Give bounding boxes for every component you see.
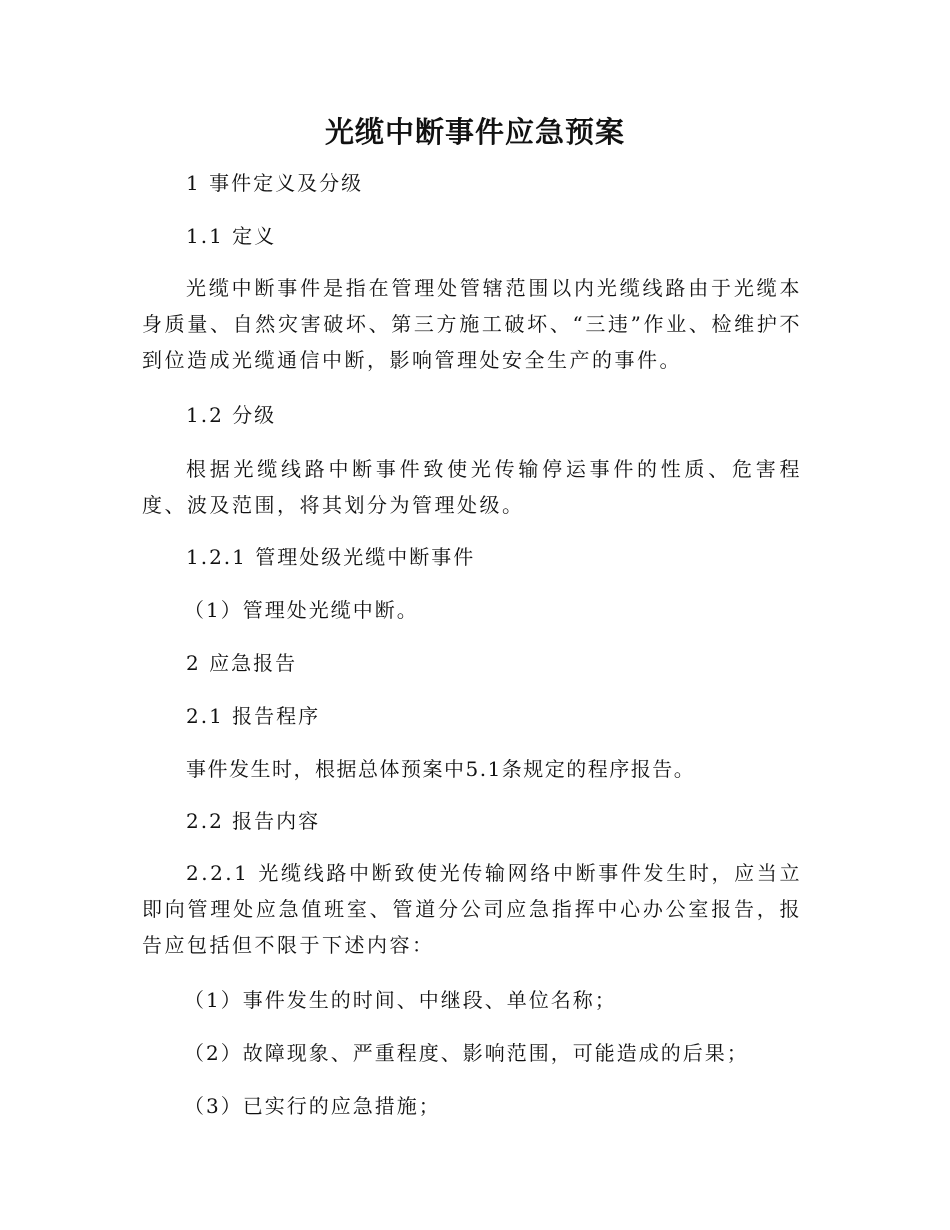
section-2-heading: 2 应急报告: [186, 651, 298, 675]
section-1-1-paragraph: 光缆中断事件是指在管理处管辖范围以内光缆线路由于光缆本身质量、自然灾害破坏、第三方施工破坏、“三违”作业、检维护不到位造成光缆通信中断，影响管理处安全生产的事件。: [142, 276, 802, 372]
section-1-2-1-item: （1）管理处光缆中断。: [184, 598, 419, 622]
section-2-2-1-paragraph: 2.2.1 光缆线路中断致使光传输网络中断事件发生时，应当立即向管理处应急值班室、管道分公司应急指挥中心办公室报告，报告应包括但不限于下述内容：: [142, 861, 802, 957]
list-item: （3）已实行的应急措施；: [184, 1094, 441, 1118]
document-title: 光缆中断事件应急预案: [324, 115, 625, 149]
list-item: （1）事件发生的时间、中继段、单位名称；: [184, 988, 617, 1012]
section-1-2-heading: 1.2 分级: [186, 403, 277, 427]
section-2-1-paragraph: 事件发生时，根据总体预案中5.1条规定的程序报告。: [186, 757, 696, 781]
section-2-1-heading: 2.1 报告程序: [186, 704, 321, 728]
section-1-heading: 1 事件定义及分级: [186, 171, 364, 195]
section-1-2-paragraph: 根据光缆线路中断事件致使光传输停运事件的性质、危害程度、波及范围，将其划分为管理处级。: [142, 457, 802, 517]
section-2-2-heading: 2.2 报告内容: [186, 809, 321, 833]
list-item: （2）故障现象、严重程度、影响范围，可能造成的后果；: [184, 1041, 749, 1065]
section-1-1-heading: 1.1 定义: [186, 224, 277, 248]
section-1-2-1-heading: 1.2.1 管理处级光缆中断事件: [186, 545, 476, 569]
